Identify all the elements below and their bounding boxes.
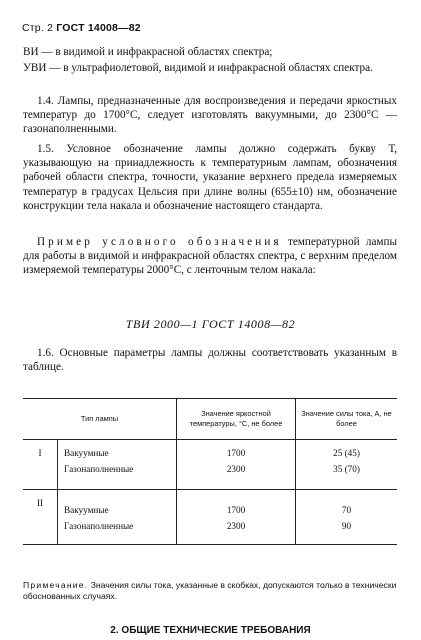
example-text: температурной лампы для работы в видимой и инфракрасной областях спектра, с верхним пределом измеряемой температуры 2000°С, с ленточным телом накала: [23, 236, 397, 277]
table-cell-current: 35 (70) [296, 459, 398, 490]
table-header-temperature: Значение яркостной температуры, °С, не более [177, 399, 296, 440]
example-label: Пример условного обозначения [37, 236, 282, 248]
paragraph-1-6: 1.6. Основные параметры лампы должны соответствовать указанным в таблице. [23, 347, 397, 374]
table-header-type: Тип лампы [80, 414, 119, 423]
paragraph-uvi: УВИ — в ультрафиолетовой, видимой и инфракрасной областях спектра. [23, 62, 373, 74]
table-note [23, 580, 399, 602]
paragraph-1-5: 1.5. Условное обозначение лампы должно содержать букву Т, указывающую на принадлежность к температурным лампам, обозначения рабочей области спектра, точности, указание верхнего предела измеряемых температур в градусах Цельсия при длине волны (655±10) нм, обозначение конструкции тела накала и обозначение настоящего стандарта. [23, 143, 397, 212]
table-header-row [23, 399, 397, 440]
page-header [22, 22, 141, 34]
table-cell-kind: Газонаполненные [58, 516, 177, 545]
table-cell-kind: Вакуумные [58, 490, 177, 517]
table-row [23, 516, 397, 545]
table-row [23, 440, 397, 460]
table-row [23, 459, 397, 490]
table-cell-kind: Газонаполненные [58, 459, 177, 490]
table-cell-temp: 1700 [177, 490, 296, 517]
paragraph-1-4: 1.4. Лампы, предназначенные для воспроизведения и передачи яркостных температур до 1700°С, следует изготовлять вакуумными, до 2300°С — газонаполненными. [23, 95, 397, 136]
table-cell-temp: 1700 [177, 440, 296, 460]
standard-number: ГОСТ 14008—82 [56, 22, 141, 34]
example-paragraph [23, 235, 397, 278]
table-cell-type: I [38, 448, 42, 458]
table-cell-temp: 2300 [177, 516, 296, 545]
page-label: Стр. 2 [22, 22, 54, 34]
table-cell-current: 70 [296, 490, 398, 517]
note-label: Примечание. [23, 580, 89, 590]
example-designation: ТВИ 2000—1 ГОСТ 14008—82 [125, 317, 296, 331]
table-cell-current: 90 [296, 516, 398, 545]
table-cell-type: II [36, 498, 44, 508]
parameters-table [23, 398, 397, 545]
paragraph-vi: ВИ — в видимой и инфракрасной областях спектра; [23, 46, 273, 58]
section-title: 2. ОБЩИЕ ТЕХНИЧЕСКИЕ ТРЕБОВАНИЯ [110, 625, 311, 636]
table-row [23, 490, 397, 517]
table-cell-temp: 2300 [177, 459, 296, 490]
note-text: Значения силы тока, указанные в скобках, допускаются только в технически обоснованных случаях. [23, 580, 397, 601]
table-cell-current: 25 (45) [296, 440, 398, 460]
table-cell-kind: Вакуумные [58, 440, 177, 460]
table-header-current: Значение силы тока, А, не более [296, 399, 398, 440]
